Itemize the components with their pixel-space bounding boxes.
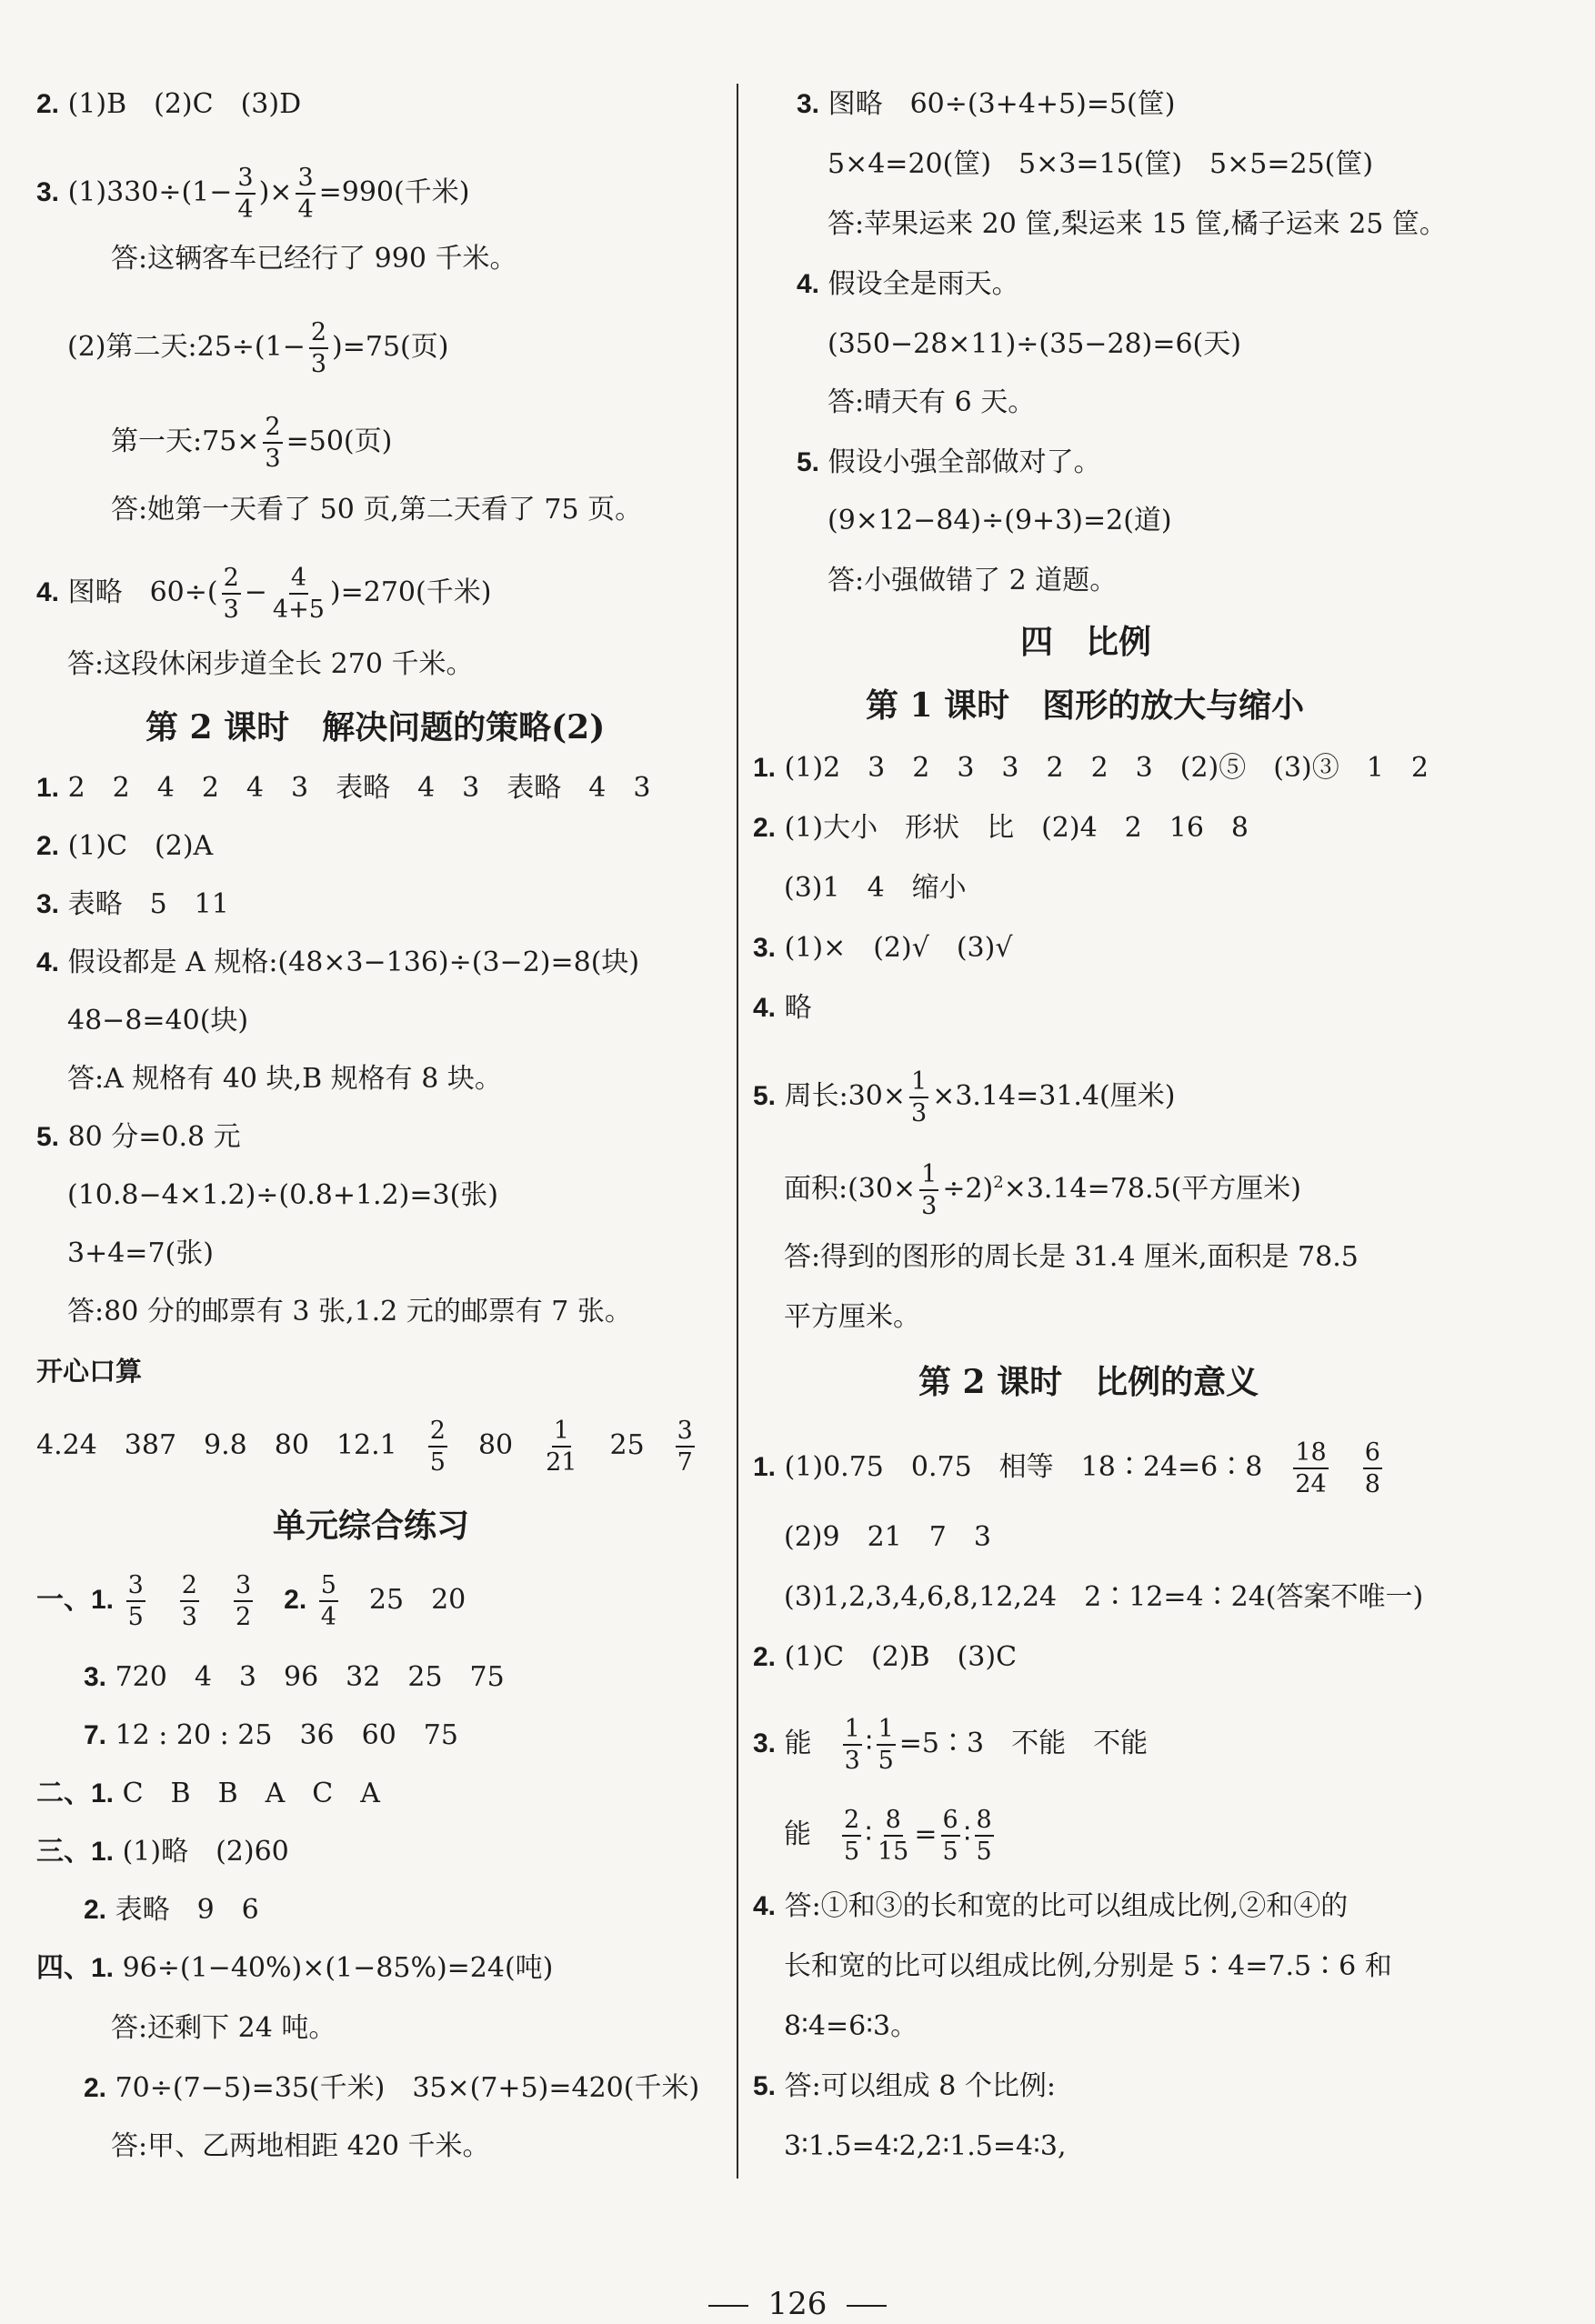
answer-line: 7. 12 : 20 : 25 36 60 75 [84, 1719, 458, 1751]
fraction: $\frac{3}{5}$ [127, 1571, 144, 1631]
answer-line: 5. 80 分=0.8 元 [36, 1121, 241, 1153]
answer-line: 3∶1.5=4∶2,2∶1.5=4∶3, [784, 2130, 1067, 2162]
answer-line: 答:她第一天看了 50 页,第二天看了 75 页。 [111, 494, 643, 526]
answer-line: 3. 能 $\frac{1}{3}$ ∶ $\frac{1}{5}$ =5∶3 不能 不能 [753, 1715, 1149, 1775]
answer-line: 1. (1)0.75 0.75 相等 18∶24=6∶8 $\frac{18}{24}$ $\frac{6}{8}$ [753, 1438, 1380, 1498]
answer-line: 5. 周长:30× $\frac{1}{3}$ ×3.14=31.4(厘米) [753, 1067, 1176, 1127]
fraction: $\frac{1}{5}$ [878, 1715, 894, 1775]
answer-line: 一、1. $\frac{3}{5}$ $\frac{2}{3}$ $\frac{3}{2}$ 2. $\frac{5}{4}$ 25 20 [36, 1571, 466, 1631]
answer-line: 4. 图略 60÷( $\frac{2}{3}$ − $\frac{4}{4+5}$ )=270(千米) [36, 564, 492, 624]
answer-line: 答:晴天有 6 天。 [828, 386, 1036, 418]
answer-line: 四、1. 96÷(1−40%)×(1−85%)=24(吨) [36, 1952, 554, 1984]
answer-line: 3+4=7(张) [67, 1237, 214, 1269]
fraction: $\frac{1}{3}$ [844, 1715, 860, 1775]
fraction: $\frac{2}{5}$ [844, 1806, 860, 1866]
answer-line: 1. 2 2 4 2 4 3 表略 4 3 表略 4 3 [36, 772, 651, 804]
answer-line: 2. 表略 9 6 [84, 1894, 259, 1926]
section-heading: 第 2 课时 解决问题的策略(2) [145, 708, 606, 746]
answer-line: 2. 70÷(7−5)=35(千米) 35×(7+5)=420(千米) [84, 2072, 700, 2104]
fraction: $\frac{5}{4}$ [320, 1571, 336, 1631]
fraction: $\frac{1}{3}$ [911, 1067, 928, 1127]
column-divider [737, 84, 738, 2179]
answer-line: 4. 假设都是 A 规格:(48×3−136)÷(3−2)=8(块) [36, 947, 640, 978]
fraction: $\frac{3}{7}$ [677, 1417, 693, 1477]
answer-line: 答:小强做错了 2 道题。 [828, 565, 1118, 596]
answer-line: 平方厘米。 [784, 1301, 920, 1333]
answer-line: (2)第二天:25÷(1− $\frac{2}{3}$ )=75(页) [67, 318, 449, 378]
answer-line: (2)9 21 7 3 [784, 1521, 991, 1553]
answer-line: 三、1. (1)略 (2)60 [36, 1836, 289, 1868]
answer-line: 1. (1)2 3 2 3 3 2 2 3 (2)⑤ (3)③ 1 2 [753, 752, 1429, 784]
dash-decoration [708, 2305, 748, 2307]
answer-line: 答:A 规格有 40 块,B 规格有 8 块。 [67, 1063, 502, 1095]
answer-line: (9×12−84)÷(9+3)=2(道) [828, 505, 1172, 536]
fraction: $\frac{2}{5}$ [429, 1417, 446, 1477]
fraction: $\frac{8}{5}$ [976, 1806, 992, 1866]
fraction: $\frac{4}{4+5}$ [272, 564, 325, 624]
answer-line: 第一天:75× $\frac{2}{3}$ =50(页) [111, 413, 393, 473]
answer-line: 4. 假设全是雨天。 [797, 268, 1019, 300]
answer-line: (3)1,2,3,4,6,8,12,24 2∶12=4∶24(答案不唯一) [784, 1581, 1424, 1613]
answer-line: 答:得到的图形的周长是 31.4 厘米,面积是 78.5 [784, 1241, 1359, 1273]
answer-line: 二、1. C B B A C A [36, 1778, 380, 1809]
fraction: $\frac{2}{3}$ [265, 413, 281, 473]
fraction: $\frac{2}{3}$ [310, 318, 327, 378]
fraction: $\frac{3}{2}$ [235, 1571, 252, 1631]
answer-line: 48−8=40(块) [67, 1005, 249, 1037]
fraction: $\frac{2}{3}$ [181, 1571, 197, 1631]
answer-line: 3. (1)× (2)√ (3)√ [753, 932, 1013, 964]
answer-line: 能 $\frac{2}{5}$ ∶ $\frac{8}{15}$ = $\frac{6}{5}$ ∶ $\frac{8}{5}$ [784, 1806, 992, 1866]
answer-line: 答:苹果运来 20 筐,梨运来 15 筐,橘子运来 25 筐。 [828, 208, 1447, 240]
answer-line: 2. (1)C (2)B (3)C [753, 1641, 1018, 1673]
answer-line: 3. 图略 60÷(3+4+5)=5(筐) [797, 88, 1176, 120]
fraction: $\frac{1}{21}$ [546, 1417, 577, 1477]
page-number: 126 [0, 2286, 1595, 2322]
chapter-heading: 四 比例 [1020, 623, 1152, 661]
subsection-heading: 开心口算 [36, 1356, 143, 1387]
answer-line: 答:这辆客车已经行了 990 千米。 [111, 243, 517, 275]
answer-line: 答:80 分的邮票有 3 张,1.2 元的邮票有 7 张。 [67, 1296, 632, 1327]
answer-line: (3)1 4 缩小 [784, 872, 967, 904]
fraction: $\frac{3}{4}$ [237, 164, 254, 224]
dash-decoration [847, 2305, 887, 2307]
fraction: $\frac{3}{4}$ [297, 164, 314, 224]
answer-line: 8∶4=6∶3。 [784, 2010, 918, 2042]
answer-line: 2. (1)B (2)C (3)D [36, 88, 302, 120]
answer-line: 答:这段休闲步道全长 270 千米。 [67, 648, 474, 680]
answer-line: (350−28×11)÷(35−28)=6(天) [828, 328, 1241, 360]
answer-line: 5. 假设小强全部做对了。 [797, 446, 1101, 478]
section-heading: 第 2 课时 比例的意义 [918, 1363, 1259, 1401]
section-heading: 第 1 课时 图形的放大与缩小 [866, 686, 1305, 725]
answer-line: 3. (1)330÷(1− $\frac{3}{4}$ )× $\frac{3}{4}$ =990(千米) [36, 164, 470, 224]
fraction: $\frac{6}{5}$ [942, 1806, 958, 1866]
answer-line: (10.8−4×1.2)÷(0.8+1.2)=3(张) [67, 1179, 499, 1211]
answer-line: 2. (1)C (2)A [36, 830, 214, 862]
fraction: $\frac{8}{15}$ [878, 1806, 909, 1866]
answer-line: 长和宽的比可以组成比例,分别是 5∶4=7.5∶6 和 [784, 1950, 1392, 1982]
answer-line: 5. 答:可以组成 8 个比例: [753, 2070, 1056, 2102]
answer-line: 答:甲、乙两地相距 420 千米。 [111, 2130, 490, 2162]
answer-line: 3. 720 4 3 96 32 25 75 [84, 1661, 505, 1693]
section-heading: 单元综合练习 [273, 1507, 470, 1545]
answer-line: 4. 略 [753, 992, 812, 1024]
fraction: $\frac{2}{3}$ [223, 564, 239, 624]
answer-line: 2. (1)大小 形状 比 (2)4 2 16 8 [753, 812, 1249, 844]
answer-line: 5×4=20(筐) 5×3=15(筐) 5×5=25(筐) [828, 148, 1374, 180]
answer-line: 4.24 387 9.8 80 12.1 $\frac{2}{5}$ 80 $\frac{1}{21}$ 25 $\frac{3}{7}$ [36, 1417, 693, 1477]
fraction: $\frac{18}{24}$ [1295, 1438, 1327, 1498]
answer-line: 答:还剩下 24 吨。 [111, 2012, 336, 2044]
fraction: $\frac{6}{8}$ [1364, 1438, 1380, 1498]
fraction: $\frac{1}{3}$ [921, 1160, 938, 1220]
answer-line: 3. 表略 5 11 [36, 888, 229, 920]
answer-line: 4. 答:①和③的长和宽的比可以组成比例,②和④的 [753, 1890, 1349, 1922]
answer-line: 面积:(30× $\frac{1}{3}$ ÷2)$^2$×3.14=78.5(平方厘米) [784, 1160, 1301, 1220]
